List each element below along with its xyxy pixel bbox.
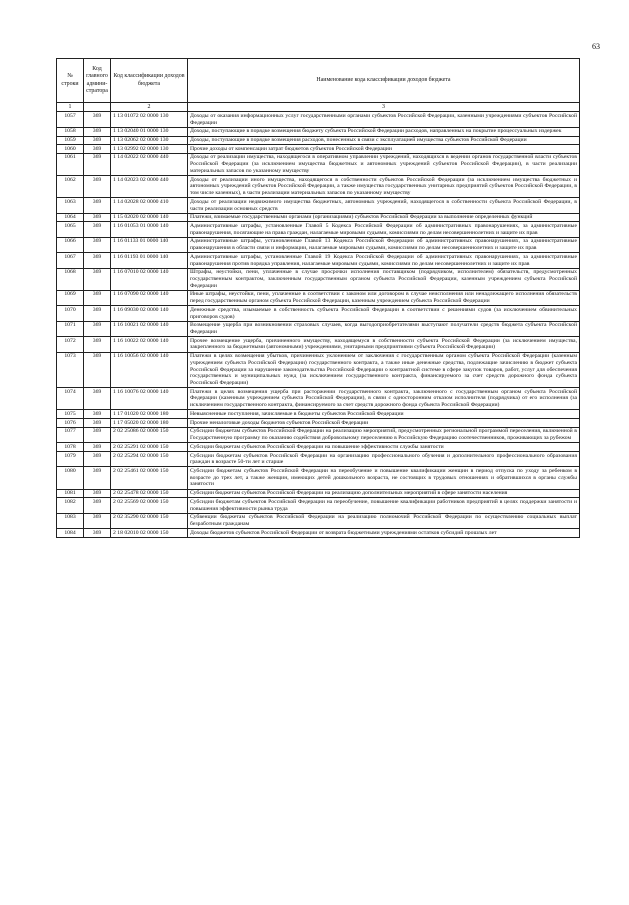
- row-number: 1072: [57, 337, 84, 352]
- classification-code: 1 13 02992 02 0000 130: [111, 145, 188, 154]
- classification-name: Субсидии бюджетам субъектов Российской Федерации на переобучение и повышение квалификации женщин в период отпуска по уходу за ребенком в возрасте до трех лет, а также женщин, имеющих детей дошкольного возраста, не состоящих в трудовых отношениях и обратившихся в органы службы занятости: [188, 467, 580, 489]
- admin-code: 369: [84, 176, 111, 198]
- classification-code: 1 13 02062 02 0000 130: [111, 136, 188, 145]
- classification-code: 2 02 25461 02 0000 150: [111, 467, 188, 489]
- admin-code: 369: [84, 136, 111, 145]
- table-row: [57, 213, 580, 222]
- classification-name: Субсидии бюджетам субъектов Российской Федерации на переобучение, повышение квалификации работников предприятий в целях поддержки занятости и повышения эффективности рынка труда: [188, 498, 580, 513]
- admin-code: 369: [84, 127, 111, 136]
- classification-name: Субсидии бюджетам субъектов Российской Федерации на реализацию мероприятий, предусмотренных региональной программой переселения, включенной в Государственную программу по оказанию содействия добровольному переселению в Российскую Федерацию соотечественников, проживающих за рубежом: [188, 427, 580, 442]
- classification-name: Субсидии бюджетам субъектов Российской Федерации на реализацию дополнительных мероприятий в сфере занятости населения: [188, 489, 580, 498]
- admin-code: 369: [84, 352, 111, 388]
- table-body: [57, 112, 580, 538]
- classification-name: Субвенции бюджетам субъектов Российской Федерации на реализацию полномочий Российской Федерации по осуществлению социальных выплат безработным гражданам: [188, 513, 580, 528]
- row-number: 1060: [57, 145, 84, 154]
- row-number: 1065: [57, 222, 84, 237]
- classification-name: Прочее возмещение ущерба, причиненного имуществу, находящемуся в собственности субъекта Российской Федерации (за исключением имущества, закрепленного за бюджетными (автономными) учреждениями, унитарными предприятиями субъекта Российской Федерации): [188, 337, 580, 352]
- table-row: [57, 452, 580, 467]
- table-row: [57, 529, 580, 538]
- row-number: 1078: [57, 443, 84, 452]
- classification-code: 1 16 10076 02 0000 140: [111, 388, 188, 410]
- table-header-row: [57, 59, 580, 103]
- classification-name: Субсидии бюджетам субъектов Российской Федерации на повышение эффективности службы занятости: [188, 443, 580, 452]
- row-number: 1070: [57, 306, 84, 321]
- row-number: 1083: [57, 513, 84, 528]
- table-row: [57, 153, 580, 175]
- admin-code: 369: [84, 498, 111, 513]
- table-row: [57, 419, 580, 428]
- row-number: 1084: [57, 529, 84, 538]
- classification-code: 1 17 05020 02 0000 180: [111, 419, 188, 428]
- classification-code: 2 18 02010 02 0000 150: [111, 529, 188, 538]
- row-number: 1073: [57, 352, 84, 388]
- admin-code: 369: [84, 513, 111, 528]
- classification-code: 2 02 25294 02 0000 150: [111, 452, 188, 467]
- classification-code: 1 15 02020 02 0000 140: [111, 213, 188, 222]
- admin-code: 369: [84, 443, 111, 452]
- classification-code: 1 14 02028 02 0000 410: [111, 198, 188, 213]
- table-row: [57, 290, 580, 305]
- admin-code: 369: [84, 268, 111, 290]
- classification-name: Денежные средства, изымаемые в собственность субъекта Российской Федерации в соответствии с решениями судов (за исключением обвинительных приговоров судов): [188, 306, 580, 321]
- classification-code: 1 16 10022 02 0000 140: [111, 337, 188, 352]
- table-row: [57, 410, 580, 419]
- admin-code: 369: [84, 452, 111, 467]
- income-classification-table: [56, 58, 580, 538]
- admin-code: 369: [84, 198, 111, 213]
- table-row: [57, 352, 580, 388]
- admin-code: 369: [84, 427, 111, 442]
- row-number: 1058: [57, 127, 84, 136]
- row-number: 1062: [57, 176, 84, 198]
- row-number: 1074: [57, 388, 84, 410]
- admin-code: 369: [84, 306, 111, 321]
- row-number: 1081: [57, 489, 84, 498]
- admin-code: 369: [84, 213, 111, 222]
- classification-code: 2 02 35290 02 0000 150: [111, 513, 188, 528]
- row-number: 1079: [57, 452, 84, 467]
- classification-name: Административные штрафы, установленные Главой 19 Кодекса Российской Федерации об административных правонарушениях, за административные правонарушения против порядка управления, налагаемые мировыми судьями, комиссиями по делам несовершеннолетних и защите их прав: [188, 253, 580, 268]
- classification-name: Прочие неналоговые доходы бюджетов субъектов Российской Федерации: [188, 419, 580, 428]
- classification-name: Административные штрафы, установленные Главой 13 Кодекса Российской Федерации об административных правонарушениях, за административные правонарушения в области связи и информации, налагаемые мировыми судьями, комиссиями по делам несовершеннолетних и защите их прав: [188, 237, 580, 252]
- classification-name: Субсидии бюджетам субъектов Российской Федерации на организацию профессионального обучения и дополнительного профессионального образования граждан в возрасте 50-ти лет и старше: [188, 452, 580, 467]
- row-number: 1064: [57, 213, 84, 222]
- admin-code: 369: [84, 145, 111, 154]
- table-row: [57, 268, 580, 290]
- admin-code: 369: [84, 410, 111, 419]
- row-number: 1063: [57, 198, 84, 213]
- admin-code: 369: [84, 222, 111, 237]
- classification-code: 1 16 01133 01 0000 140: [111, 237, 188, 252]
- row-number: 1071: [57, 321, 84, 336]
- classification-code: 1 14 02023 02 0000 440: [111, 176, 188, 198]
- column-number-row: [57, 103, 580, 112]
- table-row: [57, 112, 580, 127]
- classification-code: 1 16 07010 02 0000 140: [111, 268, 188, 290]
- header-admin-code: Код главного админи-стратора: [84, 59, 111, 103]
- classification-code: 2 02 25569 02 0000 150: [111, 498, 188, 513]
- header-classification-name: Наименование кода классификации доходов бюджета: [188, 59, 580, 103]
- table-row: [57, 176, 580, 198]
- table-row: [57, 222, 580, 237]
- classification-name: Административные штрафы, установленные Главой 5 Кодекса Российской Федерации об административных правонарушениях, за административные правонарушения, посягающие на права граждан, налагаемые мировыми судьями, комиссиями по делам несовершеннолетних и защите их прав: [188, 222, 580, 237]
- classification-code: 2 02 25478 02 0000 150: [111, 489, 188, 498]
- classification-code: 1 16 07090 02 0000 140: [111, 290, 188, 305]
- header-classification-code: Код классификации доходов бюджета: [111, 59, 188, 103]
- table-row: [57, 467, 580, 489]
- classification-code: 1 17 01020 02 0000 180: [111, 410, 188, 419]
- classification-code: 2 02 25291 02 0000 150: [111, 443, 188, 452]
- classification-name: Платежи в целях возмещения убытков, причиненных уклонением от заключения с государственным органом субъекта Российской Федерации (казенным учреждением субъекта Российской Федерации) государственного контракта, а также иные денежные средства, подлежащие зачислению в бюджет субъекта Российской Федерации за нарушение законодательства Российской Федерации о контрактной системе в сфере закупок товаров, работ, услуг для обеспечения государственных и муниципальных нужд (за исключением государственного контракта, финансируемого за счет средств дорожного фонда субъекта Российской Федерации): [188, 352, 580, 388]
- column-number-3: 3: [188, 103, 580, 112]
- admin-code: 369: [84, 419, 111, 428]
- classification-name: Доходы бюджетов субъектов Российской Федерации от возврата бюджетными учреждениями остатков субсидий прошлых лет: [188, 529, 580, 538]
- admin-code: 369: [84, 321, 111, 336]
- admin-code: 369: [84, 253, 111, 268]
- row-number: 1076: [57, 419, 84, 428]
- row-number: 1080: [57, 467, 84, 489]
- classification-code: 1 13 02040 01 0000 130: [111, 127, 188, 136]
- admin-code: 369: [84, 467, 111, 489]
- admin-code: 369: [84, 112, 111, 127]
- admin-code: 369: [84, 290, 111, 305]
- row-number: 1077: [57, 427, 84, 442]
- table-row: [57, 306, 580, 321]
- table-row: [57, 253, 580, 268]
- classification-code: 1 16 10021 02 0000 140: [111, 321, 188, 336]
- table-row: [57, 198, 580, 213]
- table-row: [57, 489, 580, 498]
- row-number: 1057: [57, 112, 84, 127]
- classification-code: 1 16 01193 01 0000 140: [111, 253, 188, 268]
- admin-code: 369: [84, 388, 111, 410]
- classification-name: Невыясненные поступления, зачисляемые в бюджеты субъектов Российской Федерации: [188, 410, 580, 419]
- row-number: 1061: [57, 153, 84, 175]
- column-number-2: 2: [111, 103, 188, 112]
- admin-code: 369: [84, 237, 111, 252]
- classification-name: Платежи, взимаемые государственными органами (организациями) субъектов Российской Федерации за выполнение определенных функций: [188, 213, 580, 222]
- admin-code: 369: [84, 529, 111, 538]
- classification-code: 1 16 10056 02 0000 140: [111, 352, 188, 388]
- admin-code: 369: [84, 489, 111, 498]
- classification-code: 1 14 02022 02 0000 440: [111, 153, 188, 175]
- table-row: [57, 388, 580, 410]
- table-row: [57, 136, 580, 145]
- classification-code: 2 02 25086 02 0000 150: [111, 427, 188, 442]
- table-row: [57, 145, 580, 154]
- classification-name: Доходы, поступающие в порядке возмещения расходов, понесенных в связи с эксплуатацией имущества субъектов Российской Федерации: [188, 136, 580, 145]
- classification-name: Доходы от реализации недвижимого имущества бюджетных, автономных учреждений, находящегося в собственности субъекта Российской Федерации, в части реализации основных средств: [188, 198, 580, 213]
- header-row-number: № строки: [57, 59, 84, 103]
- table-row: [57, 443, 580, 452]
- table-row: [57, 337, 580, 352]
- classification-name: Штрафы, неустойки, пени, уплаченные в случае просрочки исполнения поставщиком (подрядчиком, исполнителем) обязательств, предусмотренных государственным контрактом, заключенным государственным органом субъекта Российской Федерации, казенным учреждением субъекта Российской Федерации: [188, 268, 580, 290]
- table-row: [57, 498, 580, 513]
- classification-name: Доходы от реализации имущества, находящегося в оперативном управлении учреждений, находящихся в ведении органов государственной власти субъектов Российской Федерации (за исключением имущества бюджетных и автономных учреждений субъектов Российской Федерации), в части реализации материальных запасов по указанному имуществу: [188, 153, 580, 175]
- table-row: [57, 427, 580, 442]
- classification-code: 1 13 01072 02 0000 130: [111, 112, 188, 127]
- classification-name: Доходы от реализации иного имущества, находящегося в собственности субъектов Российской Федерации (за исключением имущества бюджетных и автономных учреждений субъектов Российской Федерации, а также имущества государственных унитарных предприятий субъектов Российской Федерации, в том числе казенных), в части реализации материальных запасов по указанному имуществу: [188, 176, 580, 198]
- classification-name: Доходы от оказания информационных услуг государственными органами субъектов Российской Федерации, казенными учреждениями субъектов Российской Федерации: [188, 112, 580, 127]
- row-number: 1075: [57, 410, 84, 419]
- classification-name: Прочие доходы от компенсации затрат бюджетов субъектов Российской Федерации: [188, 145, 580, 154]
- table-row: [57, 513, 580, 528]
- table-row: [57, 237, 580, 252]
- row-number: 1059: [57, 136, 84, 145]
- classification-name: Платежи в целях возмещения ущерба при расторжении государственного контракта, заключенного с государственным органом субъекта Российской Федерации (казенным учреждением субъекта Российской Федерации), в связи с односторонним отказом исполнителя (подрядчика) от его исполнения (за исключением государственного контракта, финансируемого за счет средств дорожного фонда субъекта Российской Федерации): [188, 388, 580, 410]
- admin-code: 369: [84, 337, 111, 352]
- classification-code: 1 16 09030 02 0000 140: [111, 306, 188, 321]
- row-number: 1068: [57, 268, 84, 290]
- row-number: 1082: [57, 498, 84, 513]
- admin-code: 369: [84, 153, 111, 175]
- table-row: [57, 321, 580, 336]
- row-number: 1066: [57, 237, 84, 252]
- classification-name: Возмещение ущерба при возникновении страховых случаев, когда выгодоприобретателями выступают получатели средств бюджета субъекта Российской Федерации: [188, 321, 580, 336]
- classification-code: 1 16 01053 01 0000 140: [111, 222, 188, 237]
- column-number-1: 1: [57, 103, 84, 112]
- row-number: 1069: [57, 290, 84, 305]
- page-number: 63: [592, 42, 600, 51]
- table-row: [57, 127, 580, 136]
- column-number-blank: [84, 103, 111, 112]
- classification-name: Доходы, поступающие в порядке возмещения бюджету субъекта Российской Федерации расходов, направленных на покрытие процессуальных издержек: [188, 127, 580, 136]
- row-number: 1067: [57, 253, 84, 268]
- classification-name: Иные штрафы, неустойки, пени, уплаченные в соответствии с законом или договором в случае неисполнения или ненадлежащего исполнения обязательств перед государственным органом субъекта Российской Федерации, казенным учреждением субъекта Российской Федерации: [188, 290, 580, 305]
